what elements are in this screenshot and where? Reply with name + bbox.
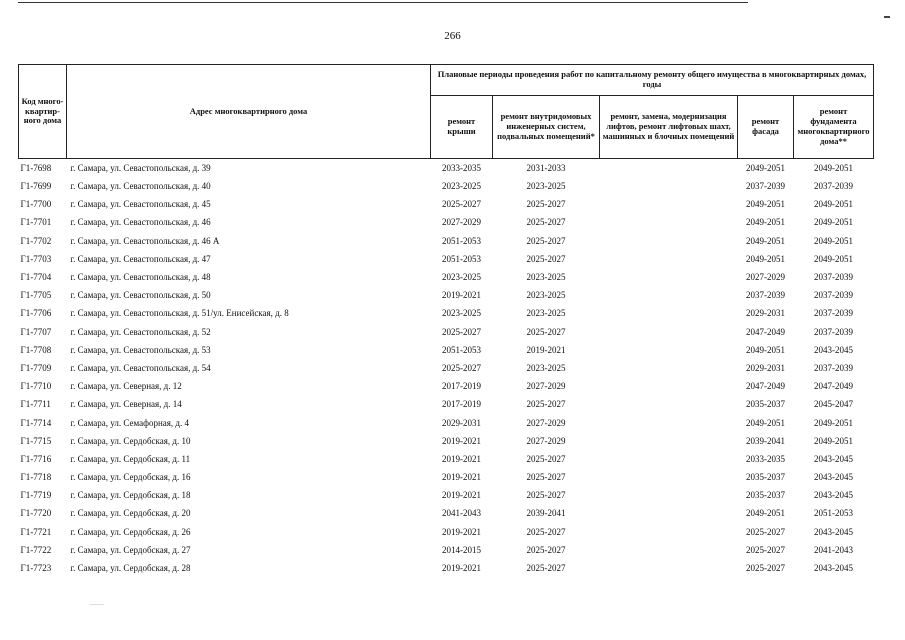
cell-roof: 2029-2031 <box>442 417 481 428</box>
cell-roof: 2019-2021 <box>442 290 481 301</box>
header-facade: ремонт фасада <box>738 96 794 159</box>
cell-code: Г1-7710 <box>20 381 52 392</box>
cell-code: Г1-7723 <box>20 563 52 574</box>
cell-address: г. Самара, ул. Севастопольская, д. 40 <box>70 181 211 192</box>
cell-foundation: 2043-2045 <box>814 526 854 537</box>
table-row <box>19 432 874 450</box>
cell-roof: 2019-2021 <box>442 563 481 574</box>
cell-foundation: 2037-2039 <box>814 362 854 373</box>
cell-code: Г1-7718 <box>20 472 52 483</box>
cell-code: Г1-7711 <box>20 399 51 410</box>
cell-lifts <box>600 268 738 286</box>
cell-lifts <box>600 450 738 468</box>
cell-foundation: 2043-2045 <box>814 472 854 483</box>
cell-foundation: 2037-2039 <box>814 181 854 192</box>
cell-systems: 2025-2027 <box>526 199 566 210</box>
cell-roof: 2019-2021 <box>442 526 481 537</box>
cell-address: г. Самара, ул. Севастопольская, д. 46 <box>70 217 211 228</box>
cell-foundation: 2043-2045 <box>814 453 854 464</box>
cell-facade: 2047-2049 <box>746 381 785 392</box>
cell-lifts <box>600 323 738 341</box>
cell-systems: 2025-2027 <box>526 490 566 501</box>
table-row <box>19 323 874 341</box>
cell-code: Г1-7716 <box>20 453 52 464</box>
cell-facade: 2025-2027 <box>746 526 785 537</box>
cell-facade: 2049-2051 <box>746 344 785 355</box>
cell-foundation: 2037-2039 <box>814 308 854 319</box>
cell-address: г. Самара, ул. Севастопольская, д. 47 <box>70 253 211 264</box>
cell-roof: 2051-2053 <box>442 344 481 355</box>
cell-systems: 2027-2029 <box>526 435 566 446</box>
cell-systems: 2025-2027 <box>526 217 566 228</box>
cell-facade: 2039-2041 <box>746 435 785 446</box>
cell-address: г. Самара, ул. Севастопольская, д. 53 <box>70 344 211 355</box>
table-row <box>19 159 874 178</box>
cell-systems: 2025-2027 <box>526 544 566 555</box>
cell-lifts <box>600 541 738 559</box>
table-row <box>19 214 874 232</box>
cell-lifts <box>600 559 738 577</box>
cell-code: Г1-7714 <box>20 417 52 428</box>
cell-address: г. Самара, ул. Сердобская, д. 11 <box>70 453 191 464</box>
cell-roof: 2014-2015 <box>442 544 481 555</box>
cell-lifts <box>600 486 738 504</box>
page-number: 266 <box>444 30 461 42</box>
corner-mark <box>884 16 890 18</box>
table-row <box>19 305 874 323</box>
cell-foundation: 2037-2039 <box>814 272 854 283</box>
cell-lifts <box>600 377 738 395</box>
cell-code: Г1-7719 <box>20 490 52 501</box>
cell-systems: 2023-2025 <box>526 290 566 301</box>
cell-code: Г1-7702 <box>20 235 52 246</box>
table-row <box>19 486 874 504</box>
repair-schedule-table <box>18 64 874 577</box>
cell-roof: 2019-2021 <box>442 453 481 464</box>
cell-lifts <box>600 159 738 178</box>
cell-facade: 2035-2037 <box>746 472 785 483</box>
table-row <box>19 468 874 486</box>
cell-systems: 2027-2029 <box>526 417 566 428</box>
cell-code: Г1-7721 <box>20 526 52 537</box>
top-rule <box>18 2 748 3</box>
cell-roof: 2023-2025 <box>442 308 481 319</box>
cell-systems: 2019-2021 <box>526 344 566 355</box>
cell-facade: 2049-2051 <box>746 217 785 228</box>
cell-address: г. Самара, ул. Сердобская, д. 10 <box>70 435 191 446</box>
header-lifts: ремонт, замена, модернизация лифтов, ремонт лифтовых шахт, машинных и блочных помещений <box>600 96 738 159</box>
cell-foundation: 2049-2051 <box>814 253 854 264</box>
cell-systems: 2023-2025 <box>526 272 566 283</box>
cell-address: г. Самара, ул. Сердобская, д. 26 <box>70 526 191 537</box>
cell-lifts <box>600 177 738 195</box>
cell-address: г. Самара, ул. Севастопольская, д. 45 <box>70 199 211 210</box>
cell-roof: 2051-2053 <box>442 253 481 264</box>
cell-facade: 2033-2035 <box>746 453 785 464</box>
table-row <box>19 450 874 468</box>
cell-roof: 2019-2021 <box>442 472 481 483</box>
cell-code: Г1-7705 <box>20 290 52 301</box>
cell-address: г. Самара, ул. Севастопольская, д. 50 <box>70 290 211 301</box>
header-roof: ремонт крыши <box>431 96 493 159</box>
cell-address: г. Самара, ул. Севастопольская, д. 39 <box>70 162 211 173</box>
cell-facade: 2035-2037 <box>746 490 785 501</box>
cell-foundation: 2043-2045 <box>814 490 854 501</box>
header-systems: ремонт внутридомовых инженерных систем, подвальных помещений* <box>493 96 600 159</box>
cell-address: г. Самара, ул. Севастопольская, д. 48 <box>70 272 211 283</box>
cell-address: г. Самара, ул. Сердобская, д. 16 <box>70 472 191 483</box>
cell-code: Г1-7698 <box>20 162 52 173</box>
cell-facade: 2025-2027 <box>746 544 785 555</box>
cell-systems: 2025-2027 <box>526 472 566 483</box>
cell-lifts <box>600 432 738 450</box>
cell-lifts <box>600 468 738 486</box>
cell-systems: 2027-2029 <box>526 381 566 392</box>
cell-systems: 2023-2025 <box>526 181 566 192</box>
cell-foundation: 2037-2039 <box>814 290 854 301</box>
cell-systems: 2025-2027 <box>526 399 566 410</box>
cell-lifts <box>600 341 738 359</box>
cell-lifts <box>600 195 738 213</box>
cell-foundation: 2041-2043 <box>814 544 854 555</box>
cell-facade: 2025-2027 <box>746 563 785 574</box>
cell-facade: 2049-2051 <box>746 253 785 264</box>
table-body <box>19 159 874 578</box>
cell-roof: 2027-2029 <box>442 217 481 228</box>
cell-lifts <box>600 359 738 377</box>
cell-lifts <box>600 286 738 304</box>
header-code: Код много-квартир-ного дома <box>19 65 67 159</box>
header-group-title: Плановые периоды проведения работ по капитальному ремонту общего имущества в многоквартирных домах, годы <box>431 65 874 96</box>
cell-address: г. Самара, ул. Сердобская, д. 18 <box>70 490 191 501</box>
table-row <box>19 523 874 541</box>
cell-address: г. Самара, ул. Сердобская, д. 28 <box>70 563 191 574</box>
cell-facade: 2047-2049 <box>746 326 785 337</box>
cell-lifts <box>600 305 738 323</box>
cell-roof: 2023-2025 <box>442 272 481 283</box>
cell-foundation: 2049-2051 <box>814 217 854 228</box>
cell-roof: 2025-2027 <box>442 362 481 373</box>
cell-systems: 2031-2033 <box>526 162 566 173</box>
table-row <box>19 377 874 395</box>
cell-code: Г1-7699 <box>20 181 52 192</box>
cell-roof: 2023-2025 <box>442 181 481 192</box>
cell-roof: 2025-2027 <box>442 326 481 337</box>
cell-systems: 2025-2027 <box>526 253 566 264</box>
cell-roof: 2033-2035 <box>442 162 481 173</box>
cell-foundation: 2049-2051 <box>814 417 854 428</box>
table-row <box>19 286 874 304</box>
cell-systems: 2023-2025 <box>526 308 566 319</box>
cell-code: Г1-7701 <box>20 217 52 228</box>
table-row <box>19 541 874 559</box>
table-row <box>19 414 874 432</box>
cell-code: Г1-7722 <box>20 544 52 555</box>
header-foundation: ремонт фундамента многоквартирного дома** <box>794 96 874 159</box>
cell-roof: 2025-2027 <box>442 199 481 210</box>
cell-foundation: 2049-2051 <box>814 199 854 210</box>
cell-lifts <box>600 232 738 250</box>
cell-code: Г1-7707 <box>20 326 52 337</box>
cell-lifts <box>600 414 738 432</box>
cell-roof: 2051-2053 <box>442 235 481 246</box>
cell-lifts <box>600 395 738 413</box>
cell-code: Г1-7700 <box>20 199 52 210</box>
scan-artifact <box>90 604 104 605</box>
cell-systems: 2023-2025 <box>526 362 566 373</box>
table-row <box>19 177 874 195</box>
cell-foundation: 2051-2053 <box>814 508 854 519</box>
cell-roof: 2017-2019 <box>442 381 481 392</box>
table-row <box>19 250 874 268</box>
cell-foundation: 2049-2051 <box>814 435 854 446</box>
table-row <box>19 395 874 413</box>
cell-systems: 2025-2027 <box>526 526 566 537</box>
cell-roof: 2041-2043 <box>442 508 481 519</box>
table-row <box>19 341 874 359</box>
cell-systems: 2025-2027 <box>526 563 566 574</box>
cell-systems: 2039-2041 <box>526 508 566 519</box>
cell-facade: 2037-2039 <box>746 290 785 301</box>
cell-address: г. Самара, ул. Северная, д. 14 <box>70 399 182 410</box>
cell-lifts <box>600 250 738 268</box>
cell-address: г. Самара, ул. Севастопольская, д. 54 <box>70 362 211 373</box>
cell-systems: 2025-2027 <box>526 235 566 246</box>
cell-lifts <box>600 214 738 232</box>
cell-address: г. Самара, ул. Сердобская, д. 20 <box>70 508 191 519</box>
cell-foundation: 2037-2039 <box>814 326 854 337</box>
cell-address: г. Самара, ул. Севастопольская, д. 52 <box>70 326 211 337</box>
cell-foundation: 2045-2047 <box>814 399 854 410</box>
table-row <box>19 268 874 286</box>
cell-systems: 2025-2027 <box>526 453 566 464</box>
cell-foundation: 2049-2051 <box>814 162 854 173</box>
cell-code: Г1-7708 <box>20 344 52 355</box>
cell-code: Г1-7706 <box>20 308 52 319</box>
cell-roof: 2019-2021 <box>442 490 481 501</box>
cell-address: г. Самара, ул. Севастопольская, д. 51/ул. Енисейская, д. 8 <box>70 308 289 319</box>
cell-code: Г1-7709 <box>20 362 52 373</box>
table-row <box>19 505 874 523</box>
cell-facade: 2027-2029 <box>746 272 785 283</box>
cell-facade: 2049-2051 <box>746 417 785 428</box>
table-row <box>19 232 874 250</box>
table-row <box>19 359 874 377</box>
cell-address: г. Самара, ул. Северная, д. 12 <box>70 381 182 392</box>
cell-facade: 2049-2051 <box>746 235 785 246</box>
cell-address: г. Самара, ул. Сердобская, д. 27 <box>70 544 191 555</box>
cell-facade: 2049-2051 <box>746 162 785 173</box>
cell-facade: 2035-2037 <box>746 399 785 410</box>
cell-code: Г1-7715 <box>20 435 52 446</box>
cell-roof: 2017-2019 <box>442 399 481 410</box>
cell-facade: 2029-2031 <box>746 362 785 373</box>
cell-lifts <box>600 523 738 541</box>
table-row <box>19 195 874 213</box>
table-row <box>19 559 874 577</box>
cell-foundation: 2049-2051 <box>814 235 854 246</box>
cell-code: Г1-7703 <box>20 253 52 264</box>
cell-address: г. Самара, ул. Семафорная, д. 4 <box>70 417 189 428</box>
cell-facade: 2029-2031 <box>746 308 785 319</box>
header-address: Адрес многоквартирного дома <box>67 65 431 159</box>
cell-roof: 2019-2021 <box>442 435 481 446</box>
cell-facade: 2049-2051 <box>746 199 785 210</box>
cell-lifts <box>600 505 738 523</box>
cell-foundation: 2043-2045 <box>814 563 854 574</box>
cell-systems: 2025-2027 <box>526 326 566 337</box>
cell-code: Г1-7704 <box>20 272 52 283</box>
table-header <box>19 65 874 159</box>
cell-facade: 2049-2051 <box>746 508 785 519</box>
cell-facade: 2037-2039 <box>746 181 785 192</box>
cell-foundation: 2047-2049 <box>814 381 854 392</box>
cell-address: г. Самара, ул. Севастопольская, д. 46 А <box>70 235 220 246</box>
cell-code: Г1-7720 <box>20 508 52 519</box>
cell-foundation: 2043-2045 <box>814 344 854 355</box>
